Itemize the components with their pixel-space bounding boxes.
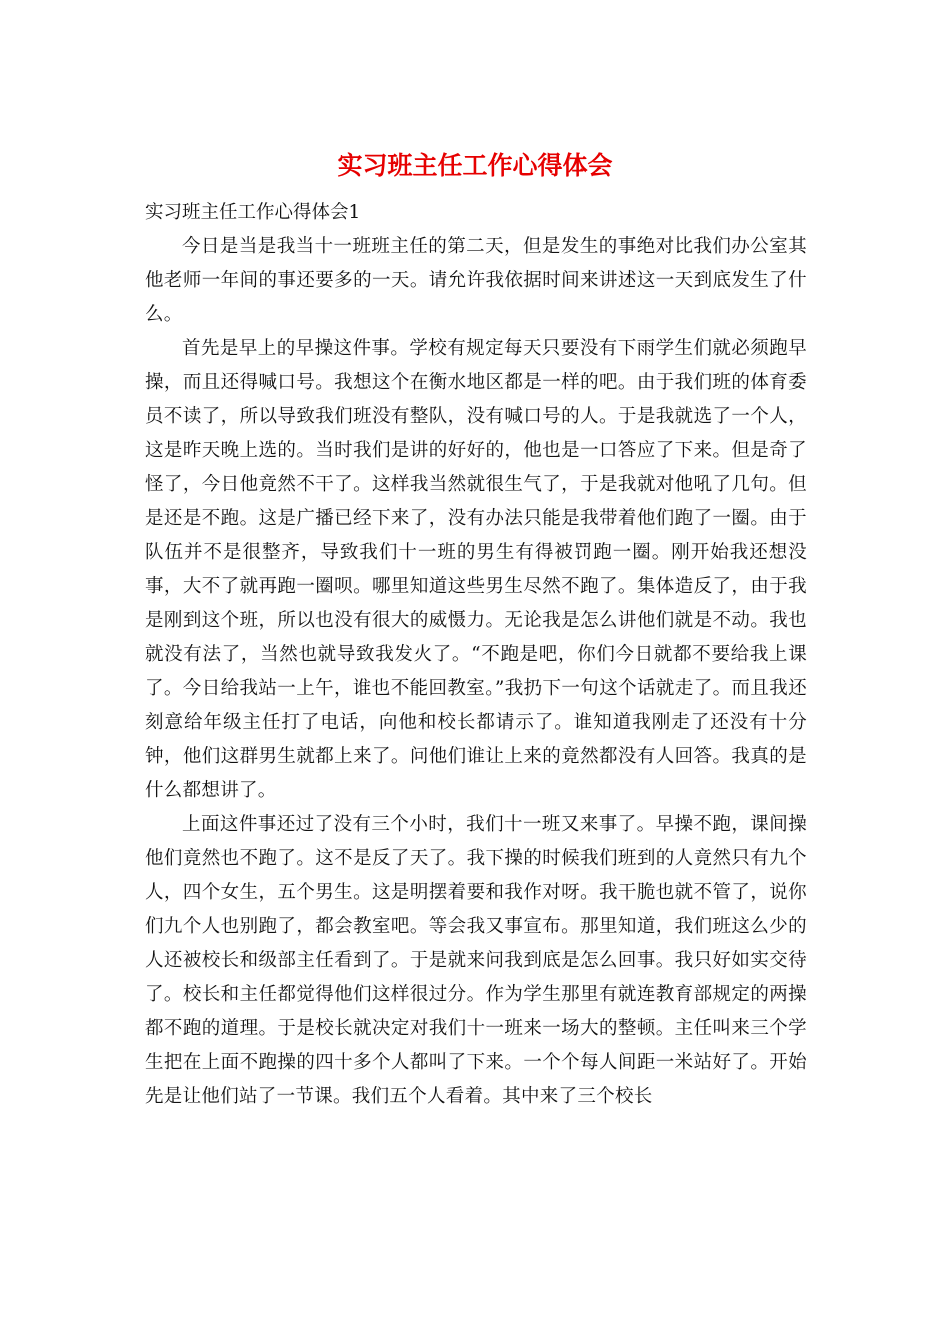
document-body — [145, 196, 807, 1114]
paragraph-1: 今日是当是我当十一班班主任的第二天，但是发生的事绝对比我们办公室其他老师一年间的事还要多的一天。请允许我依据时间来讲述这一天到底发生了什么。 — [145, 236, 807, 325]
paragraph-3: 上面这件事还过了没有三个小时，我们十一班又来事了。早操不跑，课间操他们竟然也不跑了。这不是反了天了。我下操的时候我们班到的人竟然只有九个人，四个女生，五个男生。这是明摆着要和我作对呀。我干脆也就不管了，说你们九个人也别跑了，都会教室吧。等会我又事宣布。那里知道，我们班这么少的人还被校长和级部主任看到了。于是就来问我到底是怎么回事。我只好如实交待了。校长和主任都觉得他们这样很过分。作为学生那里有就连教育部规定的两操都不跑的道理。于是校长就决定对我们十一班来一场大的整顿。主任叫来三个学生把在上面不跑操的四十多个人都叫了下来。一个个每人间距一米站好了。开始先是让他们站了一节课。我们五个人看着。其中来了三个校长 — [145, 814, 807, 1107]
section-heading: 实习班主任工作心得体会1 — [145, 202, 361, 223]
document-title: 实习班主任工作心得体会 — [337, 151, 613, 180]
paragraph-2: 首先是早上的早操这件事。学校有规定每天只要没有下雨学生们就必须跑早操，而且还得喊口号。我想这个在衡水地区都是一样的吧。由于我们班的体育委员不读了，所以导致我们班没有整队，没有喊口号的人。于是我就选了一个人，这是昨天晚上选的。当时我们是讲的好好的，他也是一口答应了下来。但是奇了怪了，今日他竟然不干了。这样我当然就很生气了，于是我就对他吼了几句。但是还是不跑。这是广播已经下来了，没有办法只能是我带着他们跑了一圈。由于队伍并不是很整齐，导致我们十一班的男生有得被罚跑一圈。刚开始我还想没事，大不了就再跑一圈呗。哪里知道这些男生尽然不跑了。集体造反了，由于我是刚到这个班，所以也没有很大的威慑力。无论我是怎么讲他们就是不动。我也就没有法了，当然也就导致我发火了。“不跑是吧，你们今日就都不要给我上课了。今日给我站一上午，谁也不能回教室。”我扔下一句这个话就走了。而且我还刻意给年级主任打了电话，向他和校长都请示了。谁知道我刚走了还没有十分钟，他们这群男生就都上来了。问他们谁让上来的竟然都没有人回答。我真的是什么都想讲了。 — [145, 338, 807, 801]
